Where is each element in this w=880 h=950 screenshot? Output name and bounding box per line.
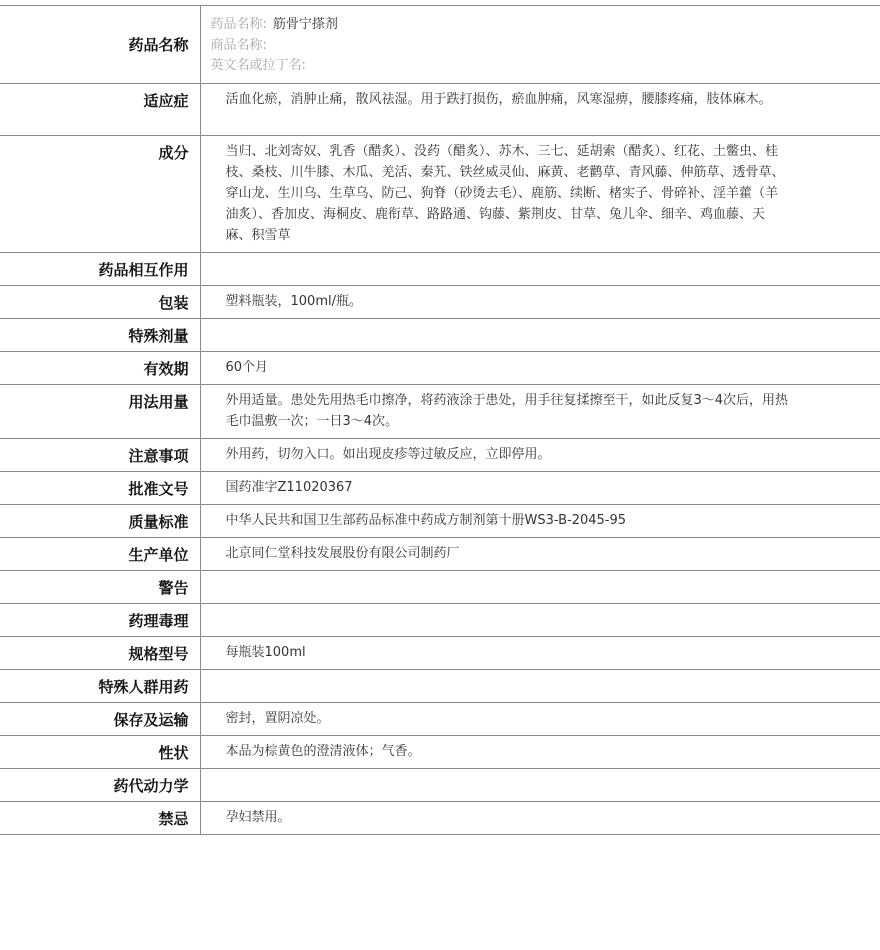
table-row-quality-standard [0, 505, 880, 538]
row-label: 注意事项 [0, 439, 200, 472]
row-label: 有效期 [0, 352, 200, 385]
table-row-contraindications [0, 802, 880, 835]
row-value [200, 136, 880, 253]
row-value [200, 670, 880, 703]
row-value [200, 637, 880, 670]
row-value [200, 84, 880, 136]
generic-name-value: 筋骨宁搽剂 [272, 17, 338, 32]
row-label: 药理毒理 [0, 604, 200, 637]
row-label: 包装 [0, 286, 200, 319]
row-value [200, 736, 880, 769]
table-row-manufacturer [0, 538, 880, 571]
row-value [200, 286, 880, 319]
generic-name-line [211, 15, 861, 36]
approval-number-text: 国药准字Z11020367 [225, 480, 353, 495]
row-label: 规格型号 [0, 637, 200, 670]
table-row-packaging [0, 286, 880, 319]
table-row-specification [0, 637, 880, 670]
row-label: 保存及运输 [0, 703, 200, 736]
drug-info-table [0, 5, 880, 835]
indications-text: 活血化瘀，消肿止痛，散风祛湿。用于跌打损伤，瘀血肿痛，风寒湿痹，腰膝疼痛，肢体麻木。 [225, 92, 772, 107]
ingredients-text: 当归、北刘寄奴、乳香（醋炙）、没药（醋炙）、苏木、三七、延胡索（醋炙）、红花、土鳖虫、桂枝、桑枝、川牛膝、木瓜、羌活、秦艽、铁丝威灵仙、麻黄、老鹳草、青风藤、伸筋草、透骨草、穿山龙、生川乌、生草乌、防己、狗脊（砂烫去毛）、鹿筋、续断、楮实子、骨碎补、淫羊藿（羊油炙）、香加皮、海桐皮、鹿衔草、路路通、钩藤、紫荆皮、甘草、兔儿伞、细辛、鸡血藤、天麻、积雪草 [225, 144, 785, 243]
row-label: 性状 [0, 736, 200, 769]
row-value [200, 253, 880, 286]
row-label: 药品名称 [0, 6, 200, 84]
drug-name-cell [200, 6, 880, 84]
trade-name-line [211, 36, 861, 57]
table-row-usage-dosage [0, 385, 880, 439]
row-label: 适应症 [0, 84, 200, 136]
row-value [200, 604, 880, 637]
row-label: 成分 [0, 136, 200, 253]
trade-name-label: 商品名称: [210, 37, 267, 53]
table-row-special-populations [0, 670, 880, 703]
row-label: 药代动力学 [0, 769, 200, 802]
row-label: 警告 [0, 571, 200, 604]
table-row-pharmacokinetics [0, 769, 880, 802]
generic-name-label: 药品名称: [210, 17, 267, 32]
packaging-text: 塑料瓶装，100ml/瓶。 [225, 294, 362, 309]
english-name-line [211, 56, 861, 77]
usage-dosage-text: 外用适量。患处先用热毛巾擦净，将药液涂于患处，用手往复揉擦至干，如此反复3～4次后，用热毛巾温敷一次；一日3～4次。 [225, 393, 789, 429]
storage-text: 密封，置阴凉处。 [225, 711, 330, 726]
shelf-life-text: 60个月 [225, 360, 269, 375]
table-row-shelf-life [0, 352, 880, 385]
table-row-pharmacology [0, 604, 880, 637]
table-row-ingredients [0, 136, 880, 253]
row-label: 特殊剂量 [0, 319, 200, 352]
contraindications-text: 孕妇禁用。 [225, 810, 291, 825]
row-value [200, 472, 880, 505]
row-label: 生产单位 [0, 538, 200, 571]
row-label: 批准文号 [0, 472, 200, 505]
row-value [200, 703, 880, 736]
quality-standard-text: 中华人民共和国卫生部药品标准中药成方制剂第十册WS3-B-2045-95 [225, 513, 627, 528]
table-row-description [0, 736, 880, 769]
row-label: 质量标准 [0, 505, 200, 538]
row-value [200, 352, 880, 385]
table-row-interactions [0, 253, 880, 286]
manufacturer-text: 北京同仁堂科技发展股份有限公司制药厂 [225, 546, 460, 561]
row-value [200, 319, 880, 352]
english-name-label: 英文名或拉丁名: [210, 58, 306, 73]
table-row-storage [0, 703, 880, 736]
row-value [200, 571, 880, 604]
row-value [200, 769, 880, 802]
row-label: 禁忌 [0, 802, 200, 835]
row-value [200, 505, 880, 538]
row-value [200, 802, 880, 835]
table-row-warning [0, 571, 880, 604]
precautions-text: 外用药，切勿入口。如出现皮疹等过敏反应，立即停用。 [225, 447, 551, 462]
table-row-special-dosage [0, 319, 880, 352]
row-label: 用法用量 [0, 385, 200, 439]
specification-text: 每瓶装100ml [225, 645, 306, 660]
table-row-drug-name [0, 6, 880, 84]
row-value [200, 385, 880, 439]
row-label: 药品相互作用 [0, 253, 200, 286]
table-row-precautions [0, 439, 880, 472]
table-row-approval-number [0, 472, 880, 505]
description-text: 本品为棕黄色的澄清液体；气香。 [225, 744, 421, 759]
table-row-indications [0, 84, 880, 136]
row-value [200, 439, 880, 472]
row-value [200, 538, 880, 571]
row-label: 特殊人群用药 [0, 670, 200, 703]
